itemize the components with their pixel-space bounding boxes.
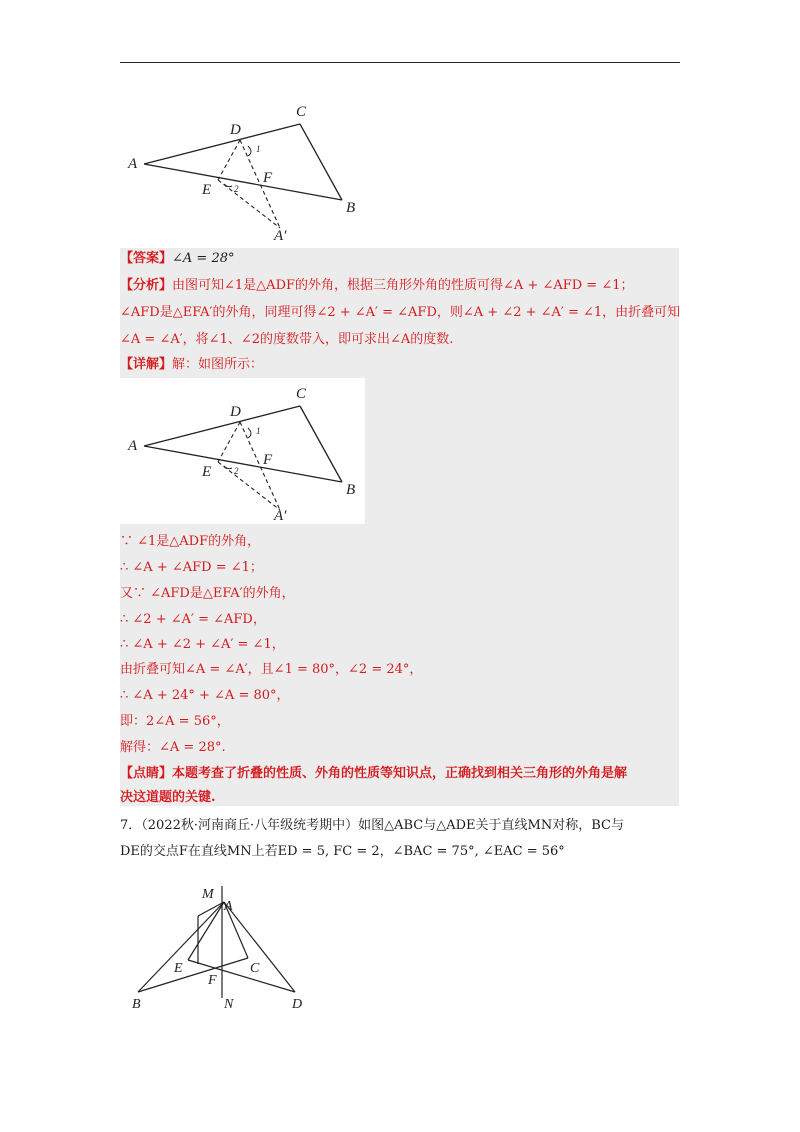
step-line: ∴ ∠A + 24° + ∠A = 80°， [120, 688, 290, 703]
label-A-prime: A′ [274, 228, 287, 244]
detail-line [120, 356, 263, 374]
label-D: D [230, 404, 241, 420]
step-line: ∵ ∠1是△ADF的外角， [120, 534, 261, 549]
comment-line-1 [120, 765, 627, 783]
analysis-line-1 [120, 277, 634, 295]
step-line: 又∵ ∠AFD是△EFA′的外角， [120, 586, 295, 601]
answer-text: ∠A = 28° [172, 251, 235, 266]
comment-text-1: 本题考查了折叠的性质、外角的性质等知识点，正确找到相关三角形的外角是解 [172, 766, 628, 781]
label-angle-2: 2 [234, 184, 239, 194]
label-M: M [202, 887, 214, 902]
step-line: 解得：∠A = 28°. [120, 740, 226, 755]
comment-line-2: 决这道题的关键. [120, 790, 216, 805]
analysis-line-2: ∠AFD是△EFA′的外角，同理可得∠2 + ∠A′ = ∠AFD，则∠A + ∠2 + ∠A′ = ∠1，由折叠可知 [120, 305, 681, 320]
answer-line [120, 250, 235, 268]
detail-text: 解：如图所示： [172, 357, 264, 372]
label-E: E [202, 464, 212, 480]
label-B: B [132, 997, 141, 1012]
label-F: F [263, 452, 273, 468]
label-C: C [296, 104, 307, 120]
label-N: N [224, 997, 234, 1012]
step-line: 由折叠可知∠A = ∠A′，且∠1 = 80°，∠2 = 24°， [120, 662, 423, 677]
label-D: D [292, 997, 303, 1012]
symmetry-triangles-figure [120, 880, 315, 1015]
detail-tag: 【详解】 [120, 357, 173, 372]
label-angle-2: 2 [234, 466, 239, 476]
label-A: A [128, 156, 138, 172]
label-B: B [346, 482, 356, 498]
label-D: D [230, 122, 241, 138]
label-E: E [202, 182, 212, 198]
fold-triangle-figure-top [120, 96, 365, 244]
step-line: 即：2∠A = 56°， [120, 714, 230, 729]
analysis-line-3: ∠A = ∠A′，将∠1、∠2的度数带入，即可求出∠A的度数. [120, 332, 454, 347]
fold-triangle-figure-solution [120, 378, 365, 524]
label-angle-1: 1 [256, 144, 261, 154]
step-line: ∴ ∠A + ∠2 + ∠A′ = ∠1， [120, 637, 285, 652]
label-B: B [346, 200, 356, 216]
analysis-tag: 【分析】 [120, 278, 173, 293]
header-rule [120, 62, 680, 63]
label-A-prime: A′ [274, 508, 287, 524]
label-E: E [174, 961, 183, 976]
label-F: F [208, 973, 217, 988]
question-7-line-2: DE的交点F在直线MN上若ED = 5, FC = 2，∠BAC = 75°, ∠EAC = 56° [120, 844, 565, 859]
answer-tag: 【答案】 [120, 251, 173, 266]
step-line: ∴ ∠2 + ∠A′ = ∠AFD， [120, 612, 266, 627]
comment-tag: 【点睛】 [120, 766, 173, 781]
label-C: C [250, 961, 260, 976]
analysis-text-1: 由图可知∠1是△ADF的外角，根据三角形外角的性质可得∠A + ∠AFD = ∠1； [172, 278, 634, 293]
label-F: F [263, 170, 273, 186]
label-A: A [224, 899, 233, 914]
label-C: C [296, 386, 307, 402]
label-A: A [128, 438, 138, 454]
step-line: ∴ ∠A + ∠AFD = ∠1； [120, 560, 263, 575]
label-angle-1: 1 [256, 426, 261, 436]
question-7-line-1: 7．（2022秋·河南商丘·八年级统考期中）如图△ABC与△ADE关于直线MN对称，BC与 [120, 818, 624, 833]
